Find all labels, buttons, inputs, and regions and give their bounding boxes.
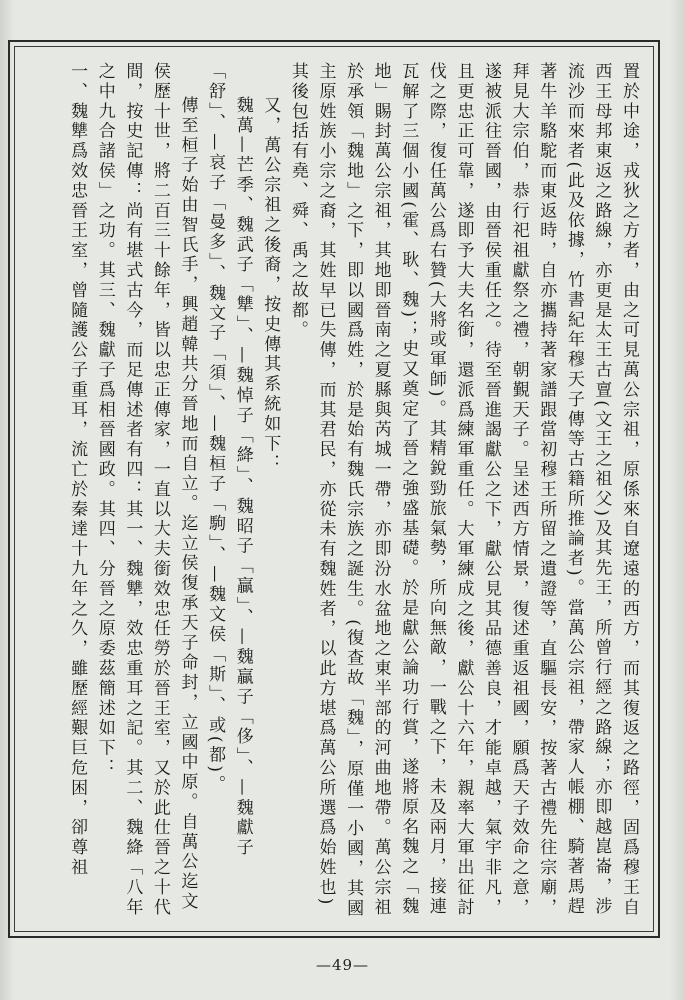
vertical-text-body [30, 62, 642, 922]
page-number: —49— [315, 956, 370, 974]
paragraph-lineage-list: 魏萬—芒季、魏武子「犨」、—魏悼子「絳」、魏昭子「贏」、—魏贏子「侈」、—魏獻子「舒」、—哀子「曼多」、魏文子「須」、—魏桓子「駒」、—魏文侯「斯」、或(都)。 [205, 62, 253, 858]
paragraph-lineage-intro: 又，萬公宗祖之後裔，按史傳其系統如下： [260, 96, 281, 475]
paragraph-item-one: 一、魏犨爲效忠晉王室，曾隨護公子重耳，流亡於秦達十九年之久，雖歷經艱巨危困，卻尊祖 [67, 62, 88, 878]
paragraph-history: 傳至桓子始由智氏手，興趙韓共分晉地而自立。迄立侯復承天子命封，立國中原。自萬公迄文侯歷十世，將二百三十餘年，皆以忠正傳家，一直以大夫銜效忠任勞於晉王室，又於此仕晉之十代間，按史記傳：尚有堪式古今，而足傳述者有四：其一、魏犨，效忠重耳之記。其二、魏絳「八年之中九合諸侯」之功。其三、魏獻子爲相晉國政。其四、分晉之原委茲簡述如下： [94, 62, 198, 918]
paragraph-origin-story: 置於中途，戎狄之方者，由之可見萬公宗祖，原係來自遼遠的西方，而其復返之路徑，固爲穆王自西王母邦東返之路線，亦更是太王古亶(文王之祖父)及其先王，所曾行經之路線；亦即越崑崙，涉流沙而來者(此及依據，竹書紀年穆天子傳等古籍所推論者)。當萬公宗祖，帶家人帳棚、騎著馬趕著牛羊駱駝而東返時，自亦攜持著家譜跟當初穆王所留之遺證等，直驅長安，按著古禮先往宗廟，拜見大宗伯，恭行祀祖獻祭之禮，朝覲天子。呈述西方情景，復述重返祖國，願爲天子效命之意，遂被派往晉國，由晉侯重任之。待至晉進謁獻公之下，獻公見其品德善良，才能卓越，氣宇非凡，且更忠正可靠，遂即予大夫名銜，還派爲練軍重任。大軍練成之後，獻公十六年，親率大軍出征討伐之際，復任萬公爲右贊(大將或軍師)。其精銳勁旅氣勢，所向無敵，一戰之下，未及兩月，接連瓦解了三個小國(霍、耿、魏)；史又奠定了晉之強盛基礎。於是獻公論功行賞，遂將原名魏之「魏地」賜封萬公宗祖，其地即晉南之夏縣與芮城一帶，亦即汾水盆地之東半部的河曲地帶。萬公宗祖於承領「魏地」之下，即以國爲姓，於是始有魏氏宗族之誕生。(復查故「魏」，原僅一小國，其國主原姓族小宗之裔，其姓早已失傳，而其君民，亦從未有魏姓者，以此方堪爲萬公所選爲始姓也)其後包括有堯、舜、禹之故都。 [287, 62, 639, 919]
